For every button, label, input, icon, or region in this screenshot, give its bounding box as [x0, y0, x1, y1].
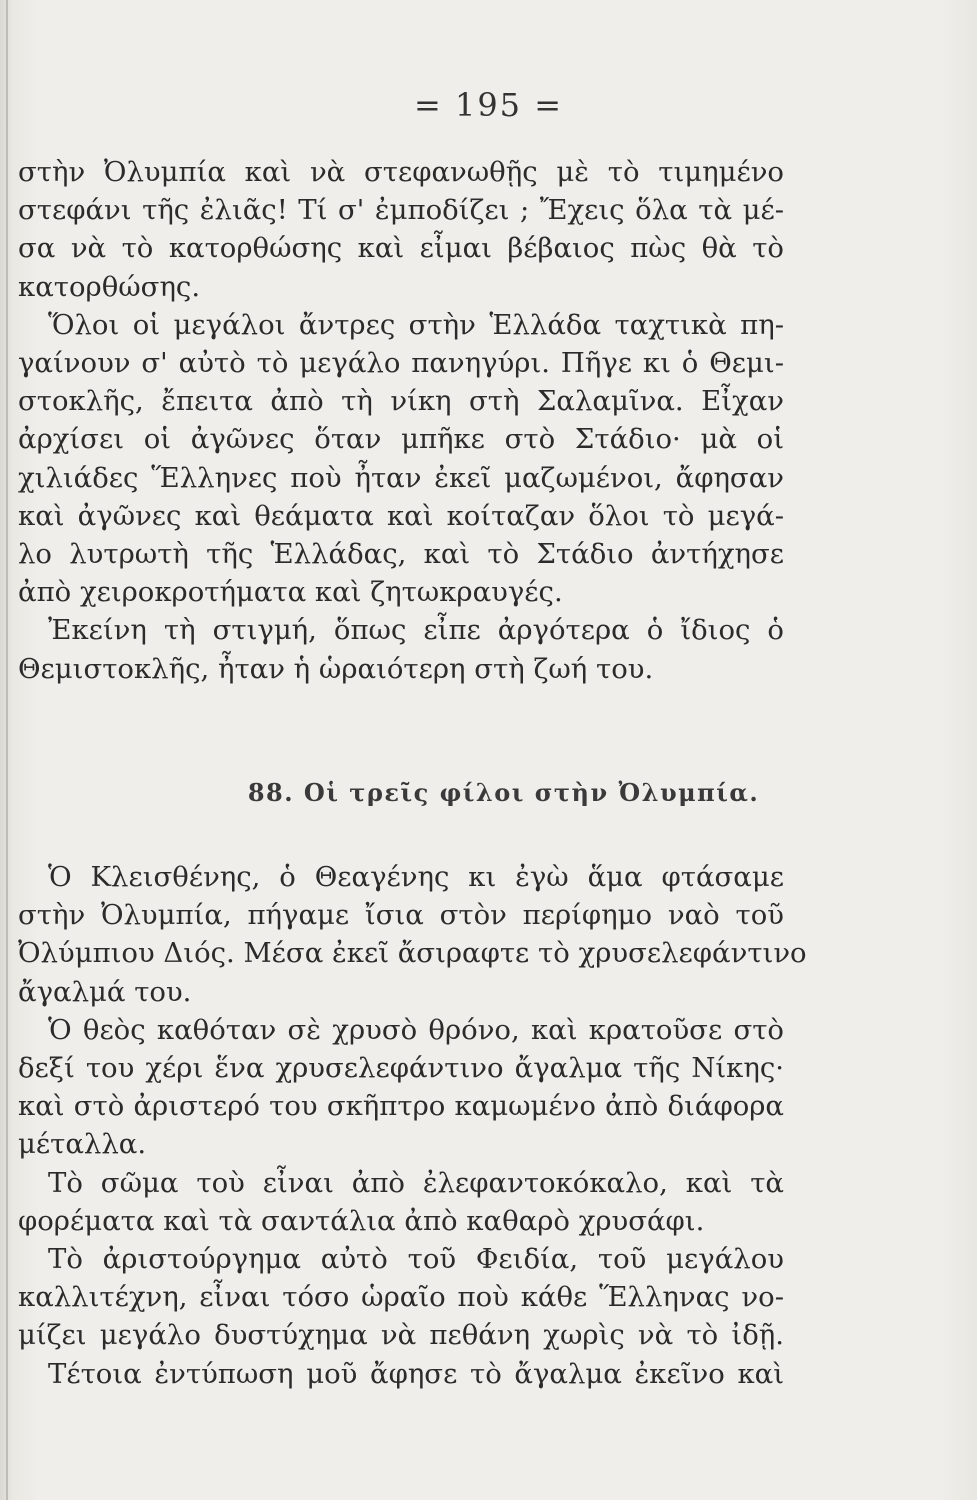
text-line: Θεμιστοκλῆς, ἦταν ἡ ὡραιότερη στὴ ζωή του. — [18, 652, 654, 685]
text-line: Τὸ ἀριστούργημα αὐτὸ τοῦ Φειδία, τοῦ μεγάλου — [48, 1243, 784, 1276]
text-line: χιλιάδες Ἕλληνες ποὺ ἦταν ἐκεῖ μαζωμένοι, ἄφησαν — [18, 461, 784, 494]
text-block-bottom — [18, 858, 807, 1393]
text-line: μίζει μεγάλο δυστύχημα νὰ πεθάνη χωρὶς νὰ τὸ ἰδῇ. — [18, 1319, 784, 1352]
binding-gutter — [6, 0, 8, 1500]
text-line: σα νὰ τὸ κατορθώσης καὶ εἶμαι βέβαιος πὼς θὰ τὸ — [18, 232, 784, 265]
text-line: λο λυτρωτὴ τῆς Ἑλλάδας, καὶ τὸ Στάδιο ἀντήχησε — [18, 538, 784, 571]
text-line: Ὀλύμπιου Διός. Μέσα ἐκεῖ ἄσιραφτε τὸ χρυσελεφάντινο — [18, 937, 807, 970]
text-line: Ὁ Κλεισθένης, ὁ Θεαγένης κι ἐγὼ ἅμα φτάσαμε — [48, 861, 784, 893]
text-line: στοκλῆς, ἔπειτα ἀπὸ τὴ νίκη στὴ Σαλαμῖνα. Εἶχαν — [18, 385, 784, 418]
text-line: ἄγαλμά του. — [18, 975, 192, 1008]
text-line: καὶ στὸ ἀριστερό του σκῆπτρο καμωμένο ἀπὸ διάφορα — [18, 1090, 784, 1123]
text-line: Ὁ θεὸς καθόταν σὲ χρυσὸ θρόνο, καὶ κρατοῦσε στὸ — [48, 1013, 784, 1046]
text-line: ἀρχίσει οἱ ἀγῶνες ὅταν μπῆκε στὸ Στάδιο· μὰ οἱ — [18, 423, 784, 456]
text-line: Ὅλοι οἱ μεγάλοι ἄντρες στὴν Ἑλλάδα ταχτικὰ πη- — [48, 308, 784, 341]
text-line: στὴν Ὀλυμπία καὶ νὰ στεφανωθῇς μὲ τὸ τιμημένο — [18, 156, 784, 188]
text-line: καλλιτέχνη, εἶναι τόσο ὡραῖο ποὺ κάθε Ἕλληνας νο- — [18, 1281, 784, 1314]
text-line: ἀπὸ χειροκροτήματα καὶ ζητωκραυγές. — [18, 576, 563, 609]
page-number: = 195 = — [413, 86, 564, 124]
text-line: γαίνουν σ' αὐτὸ τὸ μεγάλο πανηγύρι. Πῆγε κι ὁ Θεμι- — [18, 347, 784, 380]
text-line: Τὸ σῶμα τοὺ εἶναι ἀπὸ ἐλεφαντοκόκαλο, καὶ τὰ — [48, 1166, 784, 1199]
text-line: στεφάνι τῆς ἐλιᾶς! Τί σ' ἐμποδίζει ; Ἔχεις ὅλα τὰ μέ- — [18, 194, 784, 227]
text-line: στὴν Ὀλυμπία, πήγαμε ἴσια στὸν περίφημο ναὸ τοῦ — [18, 899, 784, 932]
text-block-top — [18, 153, 784, 688]
text-line: Ἐκείνη τὴ στιγμή, ὅπως εἶπε ἀργότερα ὁ ἴδιος ὁ — [48, 614, 784, 647]
section-title: 88. Οἱ τρεῖς φίλοι στὴν Ὀλυμπία. — [247, 778, 760, 807]
text-line: δεξί του χέρι ἕνα χρυσελεφάντινο ἄγαλμα τῆς Νίκης· — [18, 1052, 784, 1085]
text-line: μέταλλα. — [18, 1128, 147, 1161]
text-line: καὶ ἀγῶνες καὶ θεάματα καὶ κοίταζαν ὅλοι τὸ μεγά- — [18, 499, 784, 532]
text-line: Τέτοια ἐντύπωση μοῦ ἄφησε τὸ ἄγαλμα ἐκεῖνο καὶ — [48, 1357, 784, 1390]
text-line: κατορθώσης. — [18, 270, 201, 303]
text-line: φορέματα καὶ τὰ σαντάλια ἀπὸ καθαρὸ χρυσάφι. — [18, 1204, 705, 1237]
